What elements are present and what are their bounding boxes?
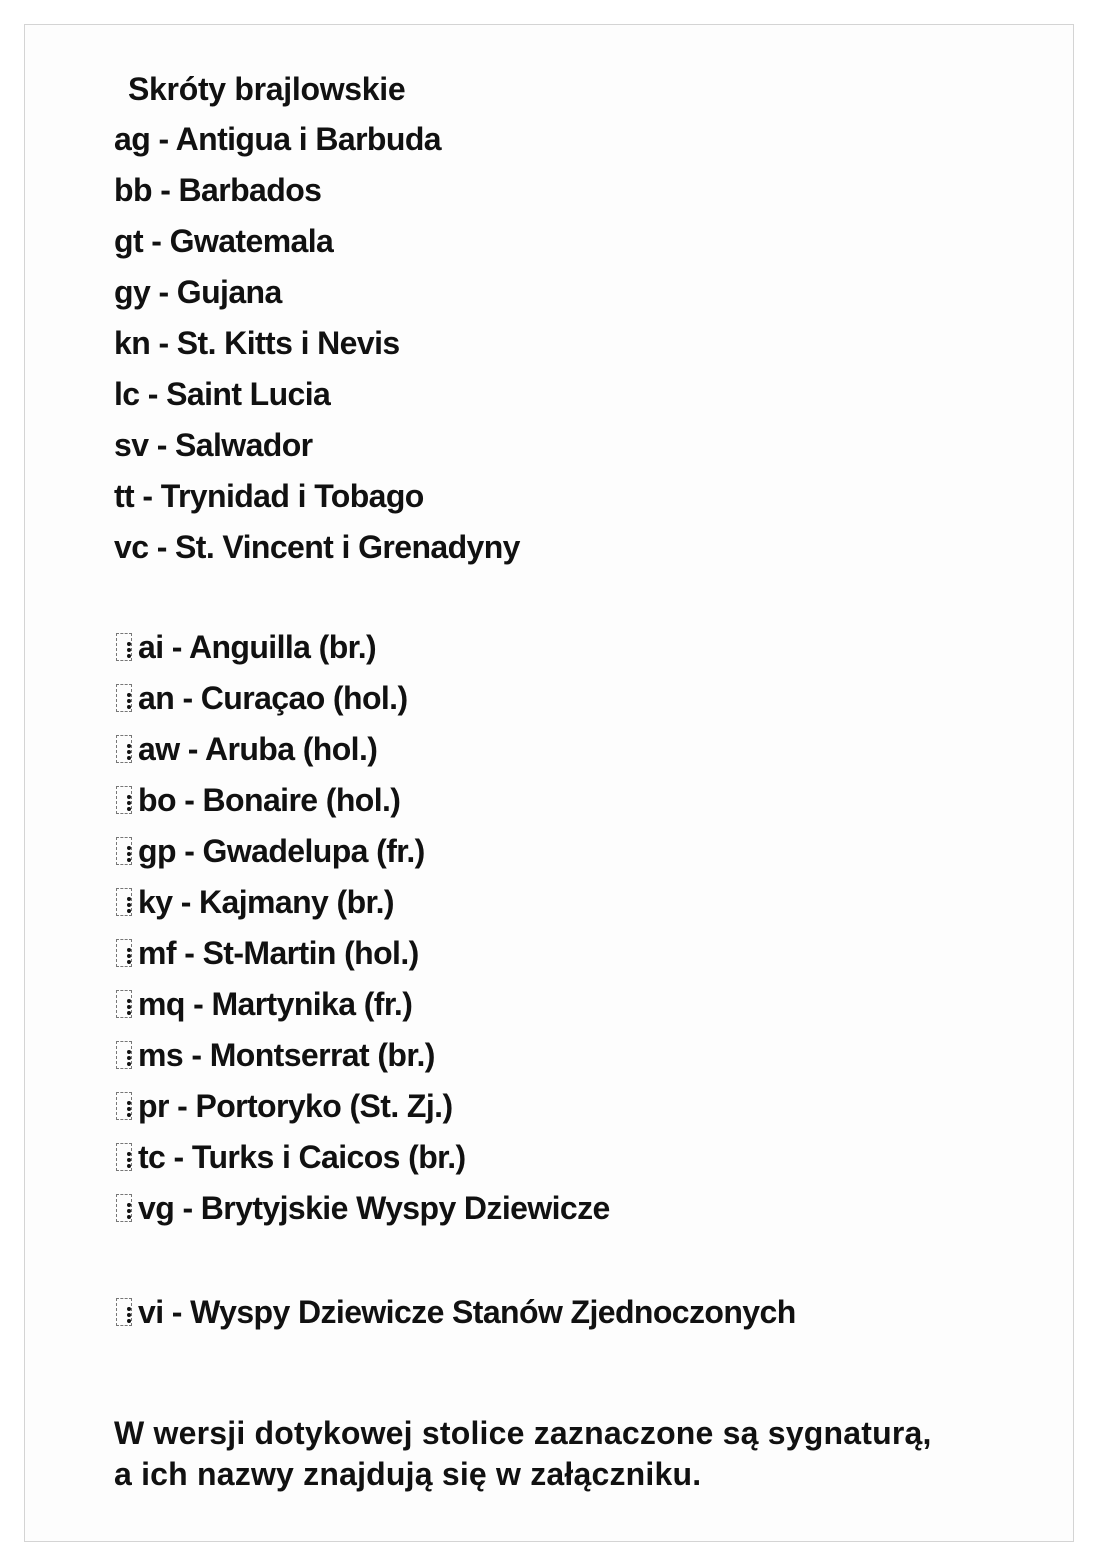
braille-dots-icon <box>114 1194 136 1224</box>
country-entry <box>114 267 520 318</box>
entry-code: bb <box>114 172 152 208</box>
entry-name: Trynidad i Tobago <box>160 478 424 514</box>
entry-code: bo <box>138 782 176 818</box>
entry-name: Curaçao (hol.) <box>200 680 408 716</box>
entry-separator: - <box>174 1190 201 1226</box>
territory-entry <box>114 775 610 826</box>
entry-code: ky <box>138 884 173 920</box>
entry-separator: - <box>174 680 201 716</box>
braille-dots-icon <box>114 939 136 969</box>
entry-name: Brytyjskie Wyspy Dziewicze <box>200 1190 610 1226</box>
entry-code: mq <box>138 986 185 1022</box>
entry-name: St-Martin (hol.) <box>202 935 419 971</box>
braille-dots-icon <box>114 1143 136 1173</box>
entry-code: sv <box>114 427 149 463</box>
country-entry <box>114 471 520 522</box>
entry-code: ai <box>138 629 164 665</box>
entry-code: vc <box>114 529 149 565</box>
braille-dots-icon <box>114 633 136 663</box>
entry-code: mf <box>138 935 176 971</box>
territories-list <box>114 622 610 1234</box>
countries-list <box>114 114 520 573</box>
entry-separator: - <box>148 427 176 463</box>
braille-dots-icon <box>114 735 136 765</box>
entry-separator: - <box>139 376 167 412</box>
territory-entry <box>114 877 610 928</box>
braille-dots-icon <box>114 1092 136 1122</box>
entry-code: tc <box>138 1139 166 1175</box>
entry-name: Portoryko (St. Zj.) <box>195 1088 453 1124</box>
country-entry <box>114 114 520 165</box>
braille-dots-icon <box>114 837 136 867</box>
entry-separator: - <box>179 731 205 767</box>
territory-entry <box>114 1081 610 1132</box>
entry-separator: - <box>168 1088 196 1124</box>
braille-dots-icon <box>114 684 136 714</box>
entry-separator: - <box>150 325 177 361</box>
entry-name: Barbados <box>178 172 322 208</box>
entry-name: Gwadelupa (fr.) <box>202 833 425 869</box>
territory-entry <box>114 622 610 673</box>
entry-code: gt <box>114 223 144 259</box>
footnote-line-1: W wersji dotykowej stolice zaznaczone są sygnaturą, <box>114 1415 932 1451</box>
country-entry <box>114 318 520 369</box>
entry-separator: - <box>134 478 161 514</box>
braille-dots-icon <box>114 1041 136 1071</box>
territory-entry <box>114 1132 610 1183</box>
entry-name: Saint Lucia <box>166 376 331 412</box>
entry-code: lc <box>114 376 140 412</box>
entry-name: Anguilla (br.) <box>188 629 377 665</box>
country-entry <box>114 369 520 420</box>
entry-code: ms <box>138 1037 184 1073</box>
entry-separator: - <box>163 629 189 665</box>
country-entry <box>114 216 520 267</box>
territory-entry <box>114 928 610 979</box>
entry-code: gp <box>138 833 176 869</box>
entry-separator: - <box>172 884 200 920</box>
territory-entry <box>114 979 610 1030</box>
braille-dots-icon <box>114 786 136 816</box>
entry-name: Bonaire (hol.) <box>202 782 401 818</box>
entry-name: Martynika (fr.) <box>211 986 413 1022</box>
us-territory-list <box>114 1287 796 1338</box>
entry-separator: - <box>175 833 203 869</box>
territory-entry <box>114 673 610 724</box>
entry-name: Montserrat (br.) <box>209 1037 435 1073</box>
entry-code: an <box>138 680 175 716</box>
territory-entry <box>114 826 610 877</box>
entry-code: ag <box>114 121 151 157</box>
entry-name: Wyspy Dziewicze Stanów Zjednoczonych <box>190 1294 796 1330</box>
entry-separator: - <box>143 223 170 259</box>
braille-dots-icon <box>114 1298 136 1328</box>
entry-code: gy <box>114 274 151 310</box>
entry-separator: - <box>150 274 177 310</box>
entry-separator: - <box>165 1139 192 1175</box>
entry-name: St. Kitts i Nevis <box>176 325 400 361</box>
entry-separator: - <box>163 1294 191 1330</box>
braille-dots-icon <box>114 990 136 1020</box>
page-title: Skróty brajlowskie <box>128 71 406 107</box>
entry-code: kn <box>114 325 151 361</box>
country-entry <box>114 165 520 216</box>
entry-separator: - <box>175 935 203 971</box>
territory-entry <box>114 1183 610 1234</box>
entry-name: Kajmany (br.) <box>199 884 394 920</box>
territory-entry <box>114 724 610 775</box>
footnote-line-2: a ich nazwy znajdują się w załączniku. <box>114 1456 702 1492</box>
entry-name: Gujana <box>176 274 282 310</box>
entry-name: Gwatemala <box>169 223 334 259</box>
entry-code: aw <box>138 731 180 767</box>
entry-code: vi <box>138 1294 164 1330</box>
entry-name: St. Vincent i Grenadyny <box>175 529 520 565</box>
entry-name: Antigua i Barbuda <box>175 121 441 157</box>
braille-dots-icon <box>114 888 136 918</box>
entry-code: tt <box>114 478 135 514</box>
country-entry <box>114 522 520 573</box>
country-entry <box>114 420 520 471</box>
entry-separator: - <box>183 1037 210 1073</box>
entry-separator: - <box>148 529 176 565</box>
entry-name: Salwador <box>175 427 313 463</box>
entry-code: vg <box>138 1190 175 1226</box>
entry-separator: - <box>150 121 176 157</box>
entry-separator: - <box>151 172 179 208</box>
us-territory-entry <box>114 1287 796 1338</box>
entry-name: Turks i Caicos (br.) <box>191 1139 466 1175</box>
entry-separator: - <box>175 782 203 818</box>
territory-entry <box>114 1030 610 1081</box>
entry-separator: - <box>184 986 212 1022</box>
entry-code: pr <box>138 1088 169 1124</box>
footnote <box>114 1413 1054 1495</box>
entry-name: Aruba (hol.) <box>204 731 378 767</box>
